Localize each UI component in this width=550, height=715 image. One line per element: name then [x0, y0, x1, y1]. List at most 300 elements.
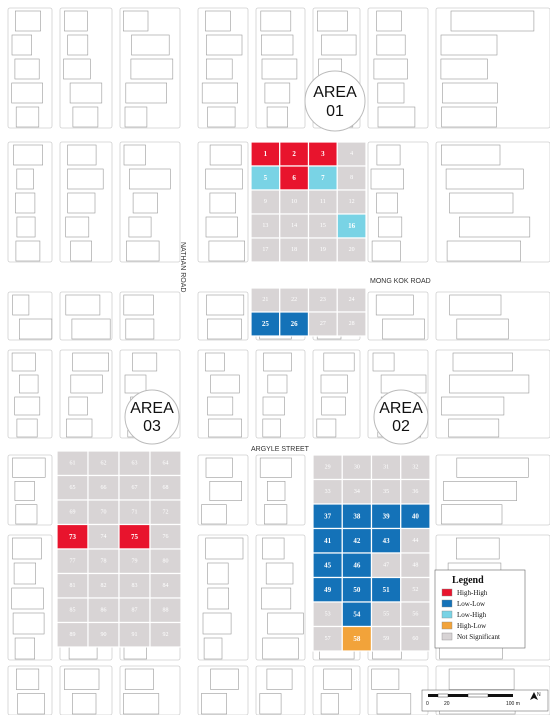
- grid-cell-label-79: 79: [131, 558, 138, 565]
- grid-cell-label-21: 21: [262, 297, 269, 303]
- building-outline: [372, 241, 400, 261]
- building-outline: [206, 538, 243, 559]
- building-outline: [208, 563, 229, 584]
- building-outline: [317, 11, 347, 31]
- grid-cell-label-52: 52: [412, 586, 419, 593]
- street-block: [436, 455, 550, 525]
- building-outline: [73, 107, 98, 127]
- grid-cell-label-6: 6: [292, 174, 296, 182]
- grid-cell-label-61: 61: [69, 460, 76, 467]
- building-outline: [72, 694, 96, 715]
- grid-cell-label-12: 12: [348, 199, 355, 205]
- grid-cell-label-85: 85: [69, 607, 76, 614]
- grid-cell-label-55: 55: [383, 611, 390, 618]
- building-outline: [377, 193, 398, 213]
- building-outline: [321, 694, 338, 715]
- grid-cell-label-59: 59: [383, 635, 390, 642]
- grid-cell-label-37: 37: [324, 512, 332, 521]
- building-outline: [211, 669, 239, 690]
- grid-cell-label-20: 20: [348, 247, 355, 253]
- legend-label-hh: High-High: [457, 589, 488, 597]
- grid-cell-label-46: 46: [353, 561, 361, 570]
- grid-cell-label-62: 62: [100, 460, 107, 467]
- building-outline: [457, 458, 529, 477]
- building-outline: [19, 375, 38, 393]
- building-outline: [204, 638, 222, 659]
- building-outline: [441, 59, 488, 79]
- building-outline: [124, 295, 154, 315]
- building-outline: [208, 107, 236, 127]
- street-block: [256, 8, 305, 128]
- street-block: [256, 666, 305, 715]
- street-block: [198, 666, 248, 715]
- grid-cell-label-87: 87: [131, 607, 138, 614]
- building-outline: [202, 505, 227, 524]
- building-outline: [444, 481, 517, 500]
- street-block: [8, 535, 52, 660]
- street-block: [198, 142, 248, 262]
- building-outline: [13, 613, 44, 634]
- grid-cell-label-91: 91: [131, 631, 138, 638]
- street-block: [256, 455, 305, 525]
- street-block: [120, 666, 180, 715]
- building-outline: [321, 375, 347, 393]
- building-outline: [15, 193, 35, 213]
- grid-cell-label-76: 76: [162, 533, 169, 540]
- building-outline: [16, 107, 39, 127]
- scale-label-0: 0: [426, 701, 429, 707]
- legend-swatch-ll: [442, 600, 452, 607]
- building-outline: [208, 397, 233, 415]
- building-outline: [261, 35, 293, 55]
- building-outline: [133, 193, 158, 213]
- scale-label-100m: 100 m: [506, 701, 520, 707]
- grid-cell-label-73: 73: [69, 532, 76, 541]
- building-outline: [206, 217, 238, 237]
- building-outline: [125, 107, 147, 127]
- building-outline: [205, 353, 224, 371]
- grid-cell-label-42: 42: [353, 536, 361, 545]
- grid-cell-label-27: 27: [319, 321, 326, 327]
- building-outline: [123, 11, 148, 31]
- grid-cell-label-77: 77: [69, 558, 76, 565]
- building-outline: [208, 588, 229, 609]
- building-outline: [73, 353, 109, 371]
- grid-cell-label-33: 33: [324, 488, 331, 495]
- building-outline: [66, 217, 89, 237]
- building-outline: [211, 375, 240, 393]
- building-outline: [125, 375, 146, 393]
- building-outline: [64, 669, 99, 690]
- scale-bar: [422, 690, 548, 711]
- grid-cell-label-90: 90: [100, 631, 107, 638]
- building-outline: [16, 669, 39, 690]
- building-outline: [267, 107, 288, 127]
- building-outline: [263, 397, 285, 415]
- building-outline: [210, 193, 236, 213]
- area-03-marker: [125, 390, 179, 444]
- building-outline: [205, 11, 230, 31]
- legend-label-ll: Low-Low: [457, 600, 485, 608]
- building-outline: [450, 295, 501, 315]
- legend-label-ns: Not Significant: [457, 633, 500, 641]
- legend-label-hl: High-Low: [457, 622, 487, 630]
- grid-cell-label-30: 30: [353, 464, 360, 471]
- building-outline: [441, 397, 504, 415]
- building-outline: [15, 59, 39, 79]
- building-outline: [371, 169, 404, 189]
- grid-cell-label-28: 28: [348, 321, 355, 327]
- building-outline: [261, 11, 291, 31]
- building-outline: [206, 35, 242, 55]
- grid-cell-label-70: 70: [100, 509, 107, 516]
- street-block: [60, 350, 112, 438]
- building-outline: [71, 241, 92, 261]
- grid-cell-label-80: 80: [162, 558, 169, 565]
- building-outline: [373, 353, 394, 371]
- street-block: [198, 292, 248, 340]
- grid-cell-label-32: 32: [412, 464, 419, 471]
- building-outline: [372, 669, 399, 690]
- street-block: [313, 350, 360, 438]
- building-outline: [16, 241, 40, 261]
- building-outline: [71, 375, 103, 393]
- grid-cell-label-13: 13: [262, 223, 269, 229]
- building-outline: [317, 419, 336, 437]
- building-outline: [263, 638, 299, 659]
- grid-cell-label-11: 11: [319, 199, 326, 205]
- building-outline: [202, 83, 238, 103]
- building-outline: [68, 193, 95, 213]
- grid-cell-label-71: 71: [131, 509, 138, 516]
- building-outline: [262, 59, 297, 79]
- grid-cell-label-53: 53: [324, 611, 331, 618]
- building-outline: [133, 353, 157, 371]
- grid-cell-label-24: 24: [348, 297, 355, 303]
- building-outline: [12, 35, 32, 55]
- legend-swatch-ns: [442, 633, 452, 640]
- building-outline: [442, 83, 497, 103]
- grid-cell-label-31: 31: [383, 464, 390, 471]
- grid-cell-label-56: 56: [412, 611, 419, 618]
- grid-cell-label-23: 23: [319, 297, 326, 303]
- grid-cell-label-43: 43: [382, 536, 390, 545]
- area-01-label-line1: AREA: [313, 84, 357, 101]
- building-outline: [68, 145, 97, 165]
- grid-cell-label-44: 44: [412, 537, 419, 544]
- grid-cell-label-92: 92: [162, 631, 169, 638]
- building-outline: [131, 59, 173, 79]
- area-02-label-line1: AREA: [379, 400, 423, 417]
- building-outline: [206, 169, 243, 189]
- grid-cell-label-2: 2: [292, 150, 296, 158]
- grid-cell-label-84: 84: [162, 582, 169, 589]
- building-outline: [13, 295, 29, 315]
- grid-cell-label-60: 60: [412, 635, 419, 642]
- building-outline: [446, 169, 523, 189]
- street-block: [368, 292, 428, 340]
- grid-cell-label-88: 88: [162, 607, 169, 614]
- grid-cell-label-41: 41: [324, 536, 332, 545]
- building-outline: [17, 217, 35, 237]
- building-outline: [441, 145, 500, 165]
- building-outline: [64, 59, 91, 79]
- building-outline: [12, 538, 41, 559]
- building-outline: [203, 613, 231, 634]
- grid-cell-label-57: 57: [324, 635, 331, 642]
- building-outline: [377, 694, 411, 715]
- grid-cell-label-17: 17: [262, 247, 269, 253]
- building-outline: [206, 59, 232, 79]
- street-block: [368, 8, 428, 128]
- grid-cell-label-54: 54: [353, 610, 361, 619]
- street-block: [436, 8, 550, 128]
- street-block: [8, 666, 52, 715]
- building-outline: [13, 458, 46, 477]
- building-outline: [126, 241, 159, 261]
- area-03-label-line2: 03: [143, 418, 161, 435]
- area-01-label-line2: 01: [326, 103, 344, 120]
- building-outline: [207, 319, 241, 339]
- grid-cell-label-69: 69: [69, 509, 76, 516]
- building-outline: [456, 538, 499, 559]
- area-03-label-line1: AREA: [130, 400, 174, 417]
- building-outline: [12, 353, 35, 371]
- grid-cell-label-78: 78: [100, 558, 107, 565]
- grid-cell-label-89: 89: [69, 631, 76, 638]
- grid-cell-label-74: 74: [100, 533, 107, 540]
- scale-label-20: 20: [444, 701, 450, 707]
- building-outline: [322, 35, 357, 55]
- building-outline: [19, 319, 52, 339]
- grid-cell-label-83: 83: [131, 582, 138, 589]
- street-block: [198, 455, 248, 525]
- building-outline: [64, 11, 87, 31]
- building-outline: [267, 669, 292, 690]
- grid-cell-label-86: 86: [100, 607, 107, 614]
- street-block: [8, 142, 52, 262]
- building-outline: [378, 107, 415, 127]
- grid-cell-label-82: 82: [100, 582, 107, 589]
- building-outline: [201, 694, 226, 715]
- grid-cell-label-40: 40: [411, 512, 419, 521]
- grid-cell-label-9: 9: [263, 199, 267, 205]
- building-outline: [123, 694, 158, 715]
- building-outline: [378, 217, 401, 237]
- street-label-nathan-road: NATHAN ROAD: [179, 242, 186, 293]
- building-outline: [447, 241, 521, 261]
- building-outline: [377, 11, 402, 31]
- grid-cell-label-66: 66: [100, 484, 107, 491]
- grid-cell-label-58: 58: [353, 634, 361, 643]
- building-outline: [378, 83, 404, 103]
- grid-cell-label-72: 72: [162, 509, 169, 516]
- building-outline: [209, 241, 245, 261]
- building-outline: [15, 638, 35, 659]
- building-outline: [17, 419, 37, 437]
- grid-cell-label-34: 34: [353, 488, 360, 495]
- building-outline: [129, 217, 151, 237]
- building-outline: [266, 563, 293, 584]
- grid-cell-label-81: 81: [69, 582, 76, 589]
- grid-cell-label-63: 63: [131, 460, 138, 467]
- grid-cell-label-50: 50: [353, 585, 361, 594]
- grid-cell-label-29: 29: [324, 464, 331, 471]
- building-outline: [260, 694, 281, 715]
- street-block: [256, 535, 305, 660]
- building-outline: [322, 397, 346, 415]
- building-outline: [70, 83, 102, 103]
- legend-swatch-lh: [442, 611, 452, 618]
- grid-cell-label-22: 22: [291, 297, 298, 303]
- building-outline: [268, 375, 287, 393]
- street-block: [8, 292, 52, 340]
- building-outline: [14, 563, 36, 584]
- building-outline: [264, 505, 287, 524]
- building-outline: [14, 145, 43, 165]
- building-outline: [442, 107, 497, 127]
- grid-cell-label-26: 26: [290, 320, 298, 328]
- building-outline: [129, 169, 170, 189]
- legend: [435, 570, 525, 648]
- street-block: [436, 292, 550, 340]
- building-outline: [210, 145, 241, 165]
- grid-cell-label-68: 68: [162, 484, 169, 491]
- building-outline: [126, 319, 154, 339]
- grid-cell-label-14: 14: [291, 223, 298, 229]
- building-outline: [68, 35, 88, 55]
- building-outline: [441, 505, 502, 524]
- grid-cell-label-45: 45: [324, 561, 332, 570]
- building-outline: [15, 11, 40, 31]
- building-outline: [261, 588, 291, 609]
- building-outline: [15, 481, 35, 500]
- street-block: [120, 292, 180, 340]
- grid-cell-label-38: 38: [353, 512, 361, 521]
- building-outline: [69, 397, 88, 415]
- building-outline: [260, 458, 291, 477]
- analysis-grid: [57, 142, 430, 651]
- grid-cell-label-35: 35: [383, 488, 390, 495]
- building-outline: [457, 319, 509, 339]
- building-outline: [383, 319, 425, 339]
- grid-cell-label-64: 64: [162, 460, 169, 467]
- legend-swatch-hh: [442, 589, 452, 596]
- building-outline: [324, 353, 354, 371]
- grid-cell-label-47: 47: [383, 562, 390, 569]
- building-outline: [18, 694, 45, 715]
- building-outline: [265, 83, 290, 103]
- area-02-marker: [374, 390, 428, 444]
- area-01-marker: [305, 71, 365, 131]
- building-outline: [66, 419, 92, 437]
- building-outline: [267, 481, 285, 500]
- street-block: [8, 350, 52, 438]
- legend-title: Legend: [452, 575, 484, 586]
- grid-cell-label-7: 7: [321, 174, 325, 182]
- building-outline: [374, 59, 408, 79]
- grid-cell-label-25: 25: [261, 320, 269, 328]
- building-outline: [453, 353, 513, 371]
- building-outline: [126, 83, 167, 103]
- building-outline: [207, 295, 244, 315]
- street-block: [313, 666, 360, 715]
- building-outline: [441, 35, 497, 55]
- grid-cell-label-49: 49: [324, 585, 332, 594]
- building-outline: [377, 145, 400, 165]
- grid-cell-label-16: 16: [348, 222, 356, 230]
- grid-cell-label-75: 75: [131, 532, 138, 541]
- grid-cell-label-36: 36: [412, 488, 419, 495]
- building-outline: [450, 375, 529, 393]
- street-block: [120, 8, 180, 128]
- building-outline: [132, 35, 170, 55]
- building-outline: [124, 145, 146, 165]
- grid-cell-label-67: 67: [131, 484, 138, 491]
- grid-cell-label-18: 18: [291, 247, 298, 253]
- building-outline: [377, 35, 405, 55]
- grid-cell-label-51: 51: [382, 585, 390, 594]
- building-outline: [268, 613, 304, 634]
- grid-cell-label-48: 48: [412, 562, 419, 569]
- building-outline: [376, 295, 413, 315]
- building-outline: [15, 397, 40, 415]
- building-outline: [206, 458, 232, 477]
- building-outline: [449, 669, 514, 690]
- building-outline: [459, 217, 530, 237]
- building-outline: [209, 419, 242, 437]
- building-outline: [16, 505, 37, 524]
- building-outline: [262, 538, 284, 559]
- grid-cell-label-19: 19: [319, 247, 326, 253]
- building-outline: [264, 353, 292, 371]
- building-outline: [263, 419, 281, 437]
- building-outline: [450, 193, 514, 213]
- grid-cell-label-39: 39: [382, 512, 390, 521]
- grid-cell-label-3: 3: [321, 150, 325, 158]
- north-label: N: [537, 692, 541, 698]
- building-outline: [451, 11, 534, 31]
- grid-cell-label-8: 8: [350, 175, 354, 181]
- building-outline: [449, 419, 499, 437]
- area-02-label-line2: 02: [392, 418, 410, 435]
- street-block: [60, 8, 112, 128]
- building-outline: [125, 669, 153, 690]
- grid-cell-label-10: 10: [291, 199, 298, 205]
- grid-cell-label-15: 15: [319, 223, 326, 229]
- building-outline: [68, 169, 104, 189]
- street-block: [120, 142, 180, 262]
- building-outline: [210, 481, 242, 500]
- street-block: [436, 142, 550, 262]
- street-block: [60, 666, 112, 715]
- grid-cell-label-65: 65: [69, 484, 76, 491]
- legend-swatch-hl: [442, 622, 452, 629]
- grid-cell-label-5: 5: [263, 174, 268, 182]
- building-outline: [12, 588, 44, 609]
- legend-label-lh: Low-High: [457, 611, 487, 619]
- building-outline: [17, 169, 34, 189]
- grid-cell-label-4: 4: [350, 151, 354, 157]
- building-outline: [72, 319, 110, 339]
- street-label-mong-kok-road: MONG KOK ROAD: [370, 278, 431, 285]
- building-outline: [324, 669, 352, 690]
- street-label-argyle-street: ARGYLE STREET: [251, 446, 309, 453]
- grid-cell-label-1: 1: [263, 150, 268, 158]
- building-outline: [66, 295, 100, 315]
- street-block: [60, 292, 112, 340]
- building-outline: [12, 83, 43, 103]
